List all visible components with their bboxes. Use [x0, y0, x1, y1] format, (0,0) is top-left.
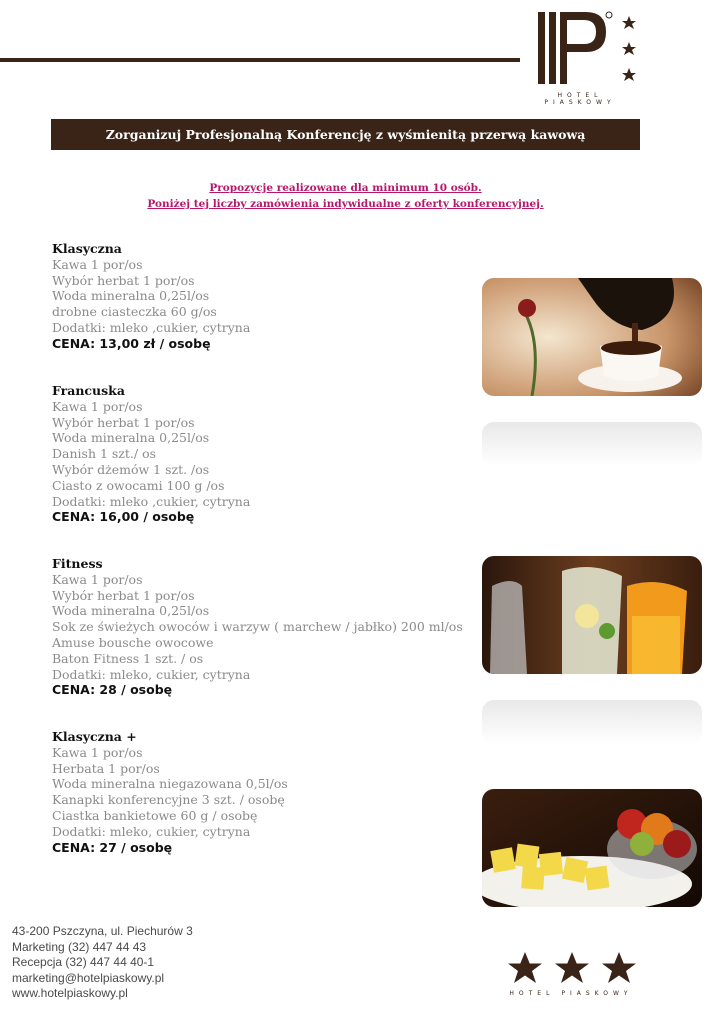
menu-item: Ciasto z owocami 100 g /os — [52, 477, 225, 493]
menu-klasyczna-plus — [52, 729, 288, 855]
menu-item: Ciastka bankietowe 60 g / osobę — [52, 807, 258, 823]
menu-item: Baton Fitness 1 szt. / os — [52, 650, 204, 666]
menu-item: Wybór herbat 1 por/os — [52, 272, 195, 288]
menu-item: Herbata 1 por/os — [52, 760, 160, 776]
menu-francuska — [52, 383, 250, 525]
header-rule — [0, 58, 520, 62]
menu-item: drobne ciasteczka 60 g/os — [52, 304, 217, 320]
footer-marketing-phone: Marketing (32) 447 44 43 — [12, 939, 147, 954]
menu-price: CENA: 28 / osobę — [52, 682, 173, 698]
footer-website: www.hotelpiaskowy.pl — [12, 986, 128, 1000]
footer-reception-phone: Recepcja (32) 447 44 40-1 — [12, 955, 155, 969]
menu-item: Woda mineralna niegazowana 0,5l/os — [52, 776, 288, 792]
footer-contact — [12, 924, 193, 1002]
menu-item: Amuse bousche owocowe — [52, 634, 214, 650]
menu-item: Dodatki: mleko, cukier, cytryna — [52, 666, 251, 682]
note-minimum: Propozycje realizowane dla minimum 10 osób. — [209, 182, 482, 194]
hotel-stars-icon — [505, 948, 640, 988]
menu-item: Danish 1 szt./ os — [52, 446, 157, 462]
photo-reflection — [482, 700, 702, 744]
page-banner: Zorganizuj Profesjonalną Konferencję z wyśmienitą przerwą kawową — [51, 119, 640, 150]
menu-item: Woda mineralna 0,25l/os — [52, 603, 210, 619]
footer-wordmark: HOTEL PIASKOWY — [509, 990, 633, 997]
menu-fitness — [52, 556, 463, 698]
menu-item: Wybór herbat 1 por/os — [52, 414, 195, 430]
menu-item: Dodatki: mleko ,cukier, cytryna — [52, 493, 251, 509]
photo-reflection — [482, 422, 702, 466]
menu-title: Klasyczna + — [52, 729, 137, 744]
menu-item: Kawa 1 por/os — [52, 571, 143, 587]
menu-klasyczna — [52, 241, 250, 352]
menu-title: Francuska — [52, 383, 125, 398]
menu-item: Wybór dżemów 1 szt. /os — [52, 461, 210, 477]
menu-item: Kawa 1 por/os — [52, 398, 143, 414]
menu-item: Wybór herbat 1 por/os — [52, 587, 195, 603]
menu-item: Woda mineralna 0,25l/os — [52, 288, 210, 304]
fruit-platter-photo — [482, 789, 702, 907]
note-individual: Poniżej tej liczby zamówienia indywidualne z oferty konferencyjnej. — [147, 198, 544, 210]
menu-item: Dodatki: mleko, cukier, cytryna — [52, 823, 251, 839]
menu-item: Dodatki: mleko ,cukier, cytryna — [52, 319, 251, 335]
menu-title: Fitness — [52, 556, 103, 571]
menu-price: CENA: 27 / osobę — [52, 839, 173, 855]
logo-wordmark: HOTEL PIASKOWY — [544, 92, 616, 106]
menu-item: Woda mineralna 0,25l/os — [52, 430, 210, 446]
menu-item: Kanapki konferencyjne 3 szt. / osobę — [52, 792, 285, 808]
coffee-cup-photo — [482, 278, 702, 396]
menu-price: CENA: 13,00 zł / osobę — [52, 335, 211, 351]
footer-address: 43-200 Pszczyna, ul. Piechurów 3 — [12, 924, 193, 938]
menu-title: Klasyczna — [52, 241, 122, 256]
footer-email: marketing@hotelpiaskowy.pl — [12, 970, 165, 985]
menu-item: Sok ze świeżych owoców i warzyw ( marchew / jabłko) 200 ml/os — [52, 619, 463, 635]
juice-pitchers-photo — [482, 556, 702, 674]
menu-item: Kawa 1 por/os — [52, 256, 143, 272]
menu-item: Kawa 1 por/os — [52, 744, 143, 760]
menu-price: CENA: 16,00 / osobę — [52, 509, 195, 525]
